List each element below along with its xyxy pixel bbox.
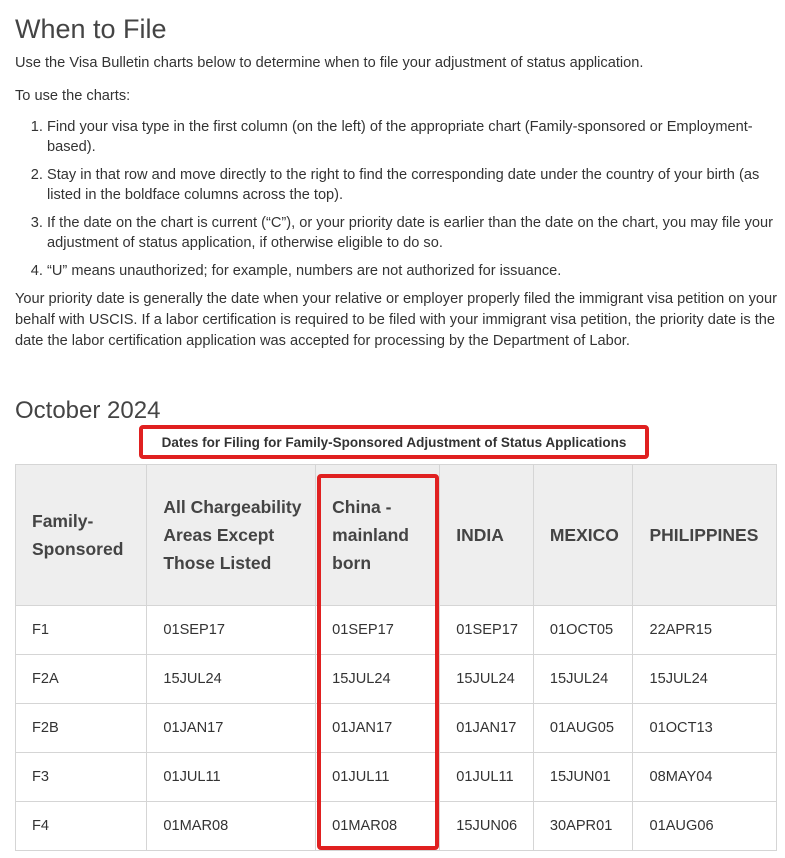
row-category: F1 [16, 606, 147, 655]
cell-china: 15JUL24 [316, 655, 440, 704]
cell-china: 01JUL11 [316, 753, 440, 802]
header-china: China - mainland born [316, 465, 440, 606]
table-row [16, 606, 777, 655]
cell-india: 15JUN06 [440, 802, 534, 851]
cell-china: 01SEP17 [316, 606, 440, 655]
cell-india: 01JUL11 [440, 753, 534, 802]
caption-highlight [139, 425, 649, 459]
row-category: F2A [16, 655, 147, 704]
instruction-step-4: 4. “U” means unauthorized; for example, numbers are not authorized for issuance. [47, 261, 780, 281]
table-caption: Dates for Filing for Family-Sponsored Adjustment of Status Applications [161, 434, 627, 450]
row-category: F4 [16, 802, 147, 851]
cell-mexico: 01OCT05 [533, 606, 633, 655]
bulletin-month-heading: October 2024 [15, 397, 161, 424]
row-category: F3 [16, 753, 147, 802]
header-mexico: MEXICO [533, 465, 633, 606]
table-row [16, 655, 777, 704]
cell-china: 01MAR08 [316, 802, 440, 851]
cell-all-chargeability: 01JUL11 [147, 753, 316, 802]
cell-mexico: 30APR01 [533, 802, 633, 851]
cell-all-chargeability: 15JUL24 [147, 655, 316, 704]
cell-india: 15JUL24 [440, 655, 534, 704]
table-row [16, 802, 777, 851]
header-india: INDIA [440, 465, 534, 606]
cell-all-chargeability: 01SEP17 [147, 606, 316, 655]
cell-philippines: 08MAY04 [633, 753, 777, 802]
cell-all-chargeability: 01JAN17 [147, 704, 316, 753]
header-family-sponsored: Family-Sponsored [16, 465, 147, 606]
cell-india: 01JAN17 [440, 704, 534, 753]
header-philippines: PHILIPPINES [633, 465, 777, 606]
to-use-label: To use the charts: [15, 88, 131, 104]
cell-philippines: 01AUG06 [633, 802, 777, 851]
table-row [16, 704, 777, 753]
cell-mexico: 01AUG05 [533, 704, 633, 753]
header-all-chargeability: All Chargeability Areas Except Those Listed [147, 465, 316, 606]
content [15, 0, 780, 834]
cell-india: 01SEP17 [440, 606, 534, 655]
cell-china: 01JAN17 [316, 704, 440, 753]
instructions-list [15, 117, 780, 281]
cell-philippines: 15JUL24 [633, 655, 777, 704]
table-row [16, 753, 777, 802]
intro-text: Use the Visa Bulletin charts below to determine when to file your adjustment of status application. [15, 55, 644, 71]
priority-date-note: Your priority date is generally the date when your relative or employer properly filed the immigrant visa petition on your behalf with USCIS. If a labor certification is required to be filed with your immigrant visa petition, the priority date is the date the labor certification application was accepted for processing by the Department of Labor. [15, 291, 777, 349]
table-header-row [16, 465, 777, 606]
dates-for-filing-table [15, 464, 777, 851]
cell-all-chargeability: 01MAR08 [147, 802, 316, 851]
cell-mexico: 15JUL24 [533, 655, 633, 704]
cell-philippines: 22APR15 [633, 606, 777, 655]
instruction-step-3: 3. If the date on the chart is current (“C”), or your priority date is earlier than the date on the chart, you may file your adjustment of status application, if otherwise eligible to do so. [47, 213, 780, 253]
instruction-step-1: 1. Find your visa type in the first column (on the left) of the appropriate chart (Family-sponsored or Employment-based). [47, 117, 780, 157]
cell-mexico: 15JUN01 [533, 753, 633, 802]
instruction-step-2: 2. Stay in that row and move directly to the right to find the corresponding date under the country of your birth (as listed in the boldface columns across the top). [47, 165, 780, 205]
page-title: When to File [15, 14, 167, 44]
row-category: F2B [16, 704, 147, 753]
cell-philippines: 01OCT13 [633, 704, 777, 753]
